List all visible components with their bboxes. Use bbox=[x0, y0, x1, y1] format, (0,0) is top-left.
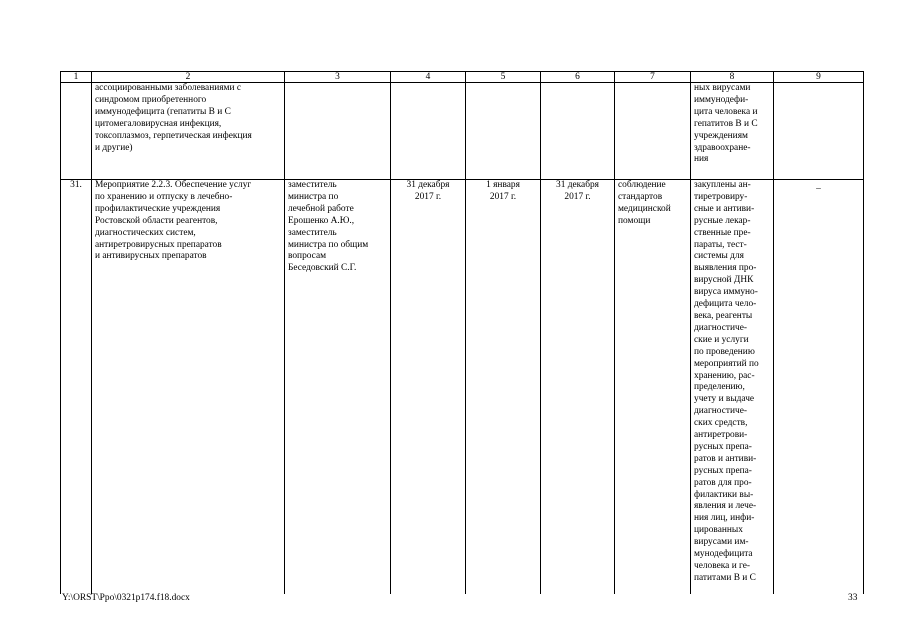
deadline-cell: 31 декабря 2017 г. bbox=[391, 180, 466, 595]
footer-file-path: Y:\ORST\Ppo\0321p174.f18.docx bbox=[62, 593, 190, 603]
column-number-7: 7 bbox=[615, 72, 691, 83]
page-number: 33 bbox=[848, 593, 858, 603]
empty-dash: – bbox=[816, 184, 821, 194]
event-cell: Мероприятие 2.2.3. Обеспечение услуг по хранению и отпуску в лечебно- профилактические учреждения Ростовской области реагентов, диагностических систем, антиретровирусных препаратов и антивирусных препаратов bbox=[92, 180, 285, 595]
column-number-9: 9 bbox=[774, 72, 864, 83]
table-row bbox=[61, 180, 864, 595]
row-number: 31. bbox=[61, 180, 92, 595]
column-number-8: 8 bbox=[691, 72, 774, 83]
start-date-cell: 1 января 2017 г. bbox=[466, 180, 541, 595]
cont-deadline-cell bbox=[391, 83, 466, 180]
plan-table bbox=[60, 71, 864, 594]
result-cell: закуплены ан- тиретровиру- сные и антиви- русные лекар- ственные пре- параты, тест- системы для выявления про- вирусной ДНК вируса иммуно- дефицита чело- века, реагенты диагностиче- ские и услуги по проведению мероприятий по хранению, рас- пределению, учету и выдаче диагностиче- ских средств, антиретрови- русных препа- ратов и антиви- русных препа- ратов для про- филактики вы- явления и лече- ния лиц, инфи- цированных вирусами им- мунодефицита человека и ге- патитами В и С bbox=[691, 180, 774, 595]
cont-end-cell bbox=[541, 83, 615, 180]
column-number-6: 6 bbox=[541, 72, 615, 83]
cont-num-cell bbox=[61, 83, 92, 180]
column-number-1: 1 bbox=[61, 72, 92, 83]
column-number-5: 5 bbox=[466, 72, 541, 83]
continuation-row bbox=[61, 83, 864, 180]
col9-cell bbox=[774, 180, 864, 595]
cont-start-cell bbox=[466, 83, 541, 180]
column-number-3: 3 bbox=[285, 72, 391, 83]
end-date-cell: 31 декабря 2017 г. bbox=[541, 180, 615, 595]
responsible-cell: заместитель министра по лечебной работе Ерошенко А.Ю., заместитель министра по общим вопросам Беседовский С.Г. bbox=[285, 180, 391, 595]
cont-result-cell: ных вирусами иммунодефи- цита человека и гепатитов В и С учреждениям здравоохране- ния bbox=[691, 83, 774, 180]
column-number-row bbox=[61, 72, 864, 83]
cont-col9-cell bbox=[774, 83, 864, 180]
cont-responsible-cell bbox=[285, 83, 391, 180]
cont-event-cell: ассоциированными заболеваниями с синдромом приобретенного иммунодефицита (гепатиты В и С цитомегаловирусная инфекция, токсоплазмоз, герпетическая инфекция и другие) bbox=[92, 83, 285, 180]
column-number-4: 4 bbox=[391, 72, 466, 83]
cont-standard-cell bbox=[615, 83, 691, 180]
standard-cell: соблюдение стандартов медицинской помощи bbox=[615, 180, 691, 595]
column-number-2: 2 bbox=[92, 72, 285, 83]
